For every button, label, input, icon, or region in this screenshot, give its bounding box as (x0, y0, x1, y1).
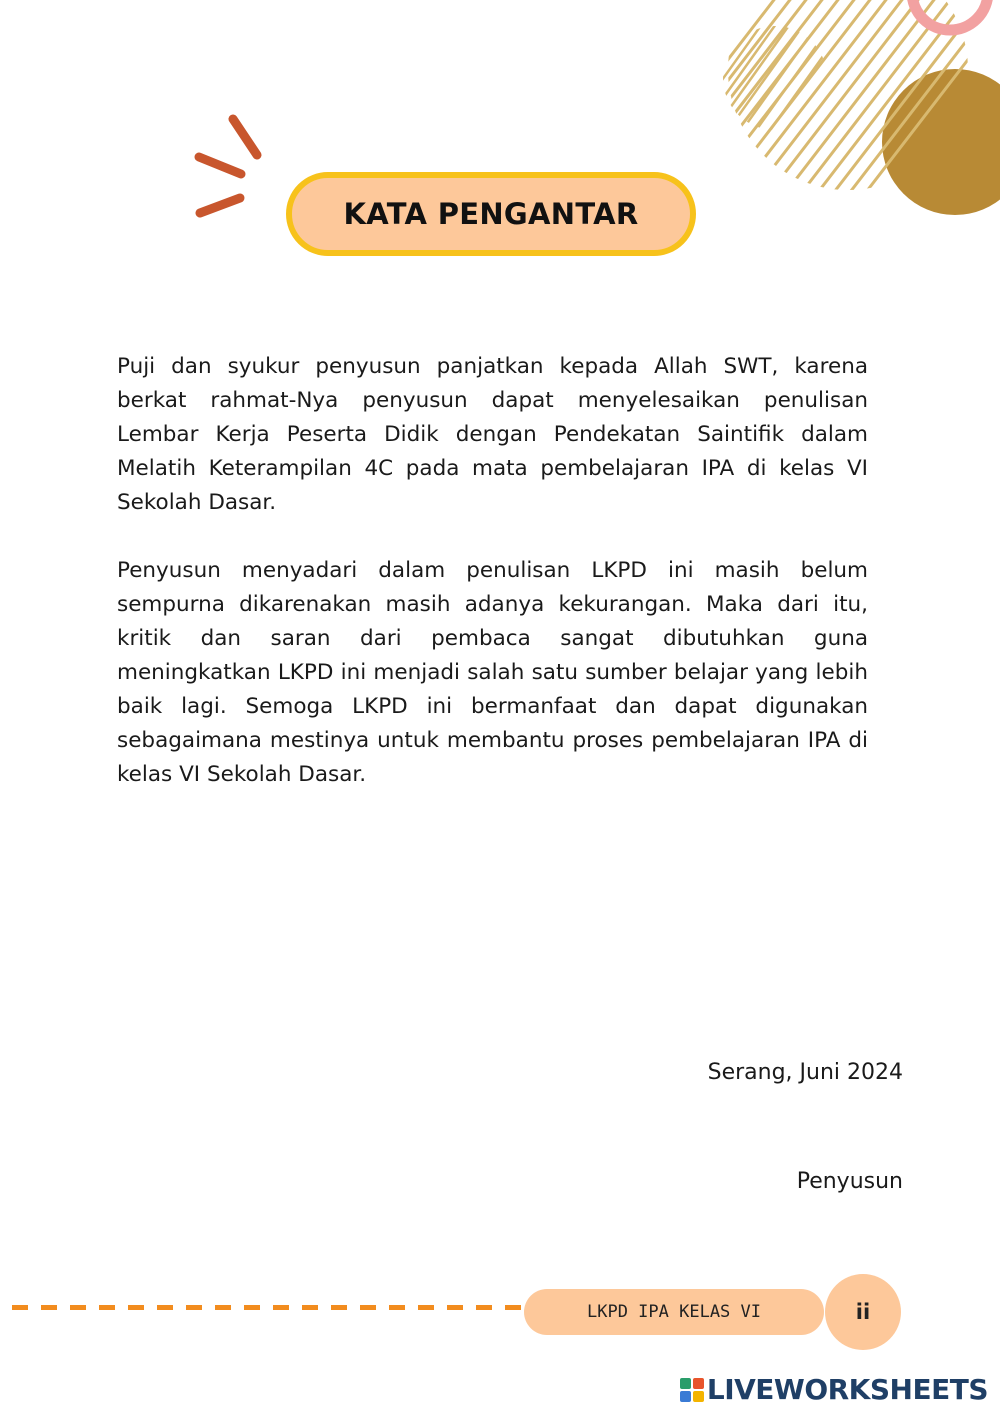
deco-gold-circle (882, 69, 1000, 215)
deco-pink-ring (912, 0, 988, 30)
signature-place-date: Serang, Juni 2024 (707, 1060, 903, 1085)
footer-label (524, 1289, 824, 1335)
page-title: KATA PENGANTAR (343, 197, 639, 231)
liveworksheets-text: LIVEWORKSHEETS (706, 1373, 988, 1406)
foreword-paragraph-2: Penyusun menyadari dalam penulisan LKPD ini masih belum sempurna dikarenakan masih adanya kekurangan. Maka dari itu, kritik dan saran dari pembaca sangat dibutuhkan guna meningkatkan LKPD ini menjadi salah satu sumber belajar yang lebih baik lagi. Semoga LKPD ini bermanfaat dan dapat digunakan sebagaimana mestinya untuk membantu proses pembelajaran IPA di kelas VI Sekolah Dasar. (117, 558, 868, 787)
foreword-body (117, 350, 868, 826)
signature-author: Penyusun (796, 1169, 903, 1194)
footer-label-text: LKPD IPA KELAS VI (587, 1302, 761, 1322)
footer-dashed-line (12, 1305, 527, 1310)
page-number-badge (825, 1274, 901, 1350)
liveworksheets-watermark (680, 1373, 988, 1406)
sparkle-lines-icon (199, 119, 257, 213)
page-number: ii (855, 1300, 871, 1324)
title-banner (286, 172, 696, 256)
foreword-paragraph-1: Puji dan syukur penyusun panjatkan kepada Allah SWT, karena berkat rahmat-Nya penyusun dapat menyelesaikan penulisan Lembar Kerja Peserta Didik dengan Pendekatan Saintifik dalam Melatih Keterampilan 4C pada mata pembelajaran IPA di kelas VI Sekolah Dasar. (117, 354, 868, 515)
liveworksheets-logo-icon (680, 1378, 704, 1402)
